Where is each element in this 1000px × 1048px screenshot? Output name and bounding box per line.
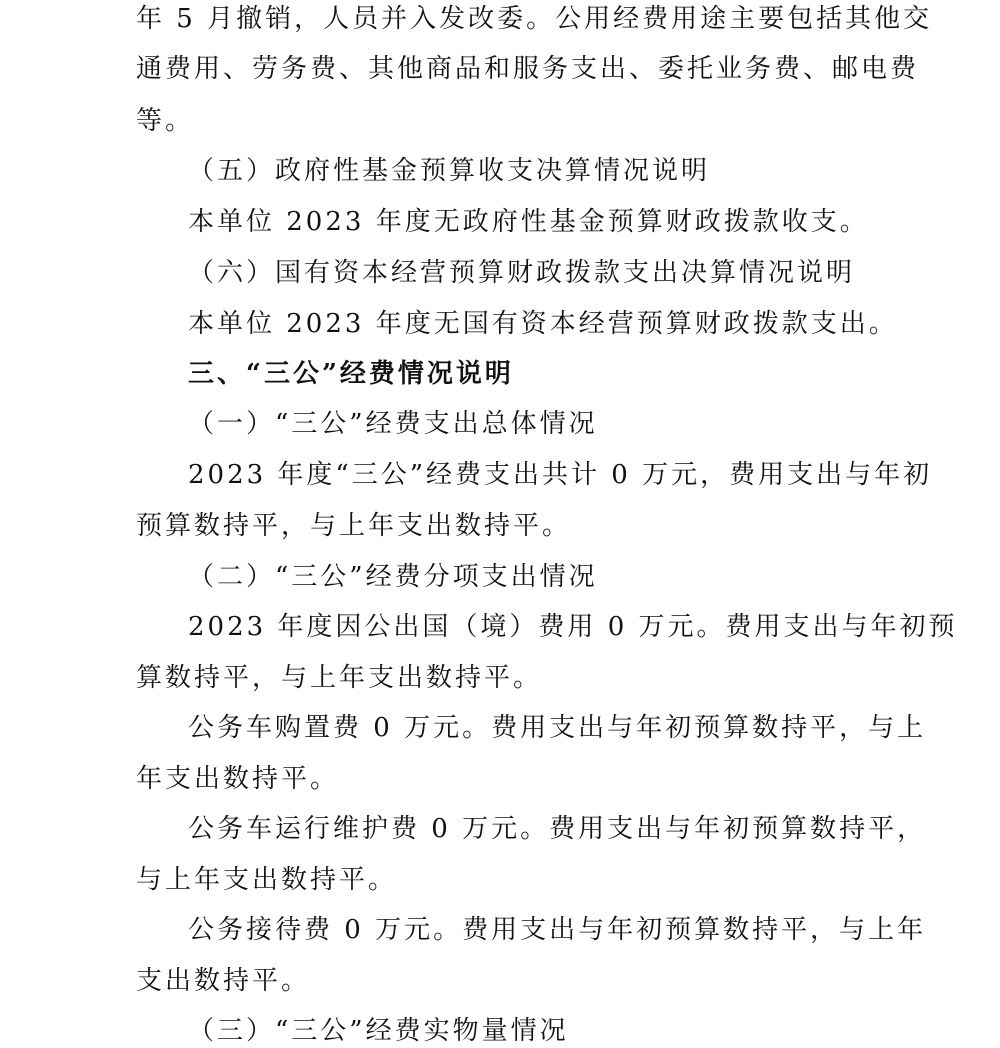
- paragraph-line: 年支出数持平。: [136, 764, 340, 794]
- section-subheading: （六）国有资本经营预算财政拨款支出决算情况说明: [188, 258, 856, 288]
- section-subheading: （二）“三公”经费分项支出情况: [188, 562, 598, 592]
- paragraph-line: 2023 年度因公出国（境）费用 0 万元。费用支出与年初预: [188, 612, 958, 642]
- paragraph-line: 支出数持平。: [136, 966, 311, 996]
- paragraph-line: 公务车购置费 0 万元。费用支出与年初预算数持平，与上: [188, 713, 927, 743]
- paragraph-line: 与上年支出数持平。: [136, 865, 398, 895]
- paragraph-line: 预算数持平，与上年支出数持平。: [136, 511, 572, 541]
- section-heading: 三、“三公”经费情况说明: [188, 359, 514, 389]
- paragraph-line: 本单位 2023 年度无政府性基金预算财政拨款收支。: [188, 207, 869, 237]
- section-subheading: （三）“三公”经费实物量情况: [188, 1016, 569, 1046]
- paragraph-line: 年 5 月撤销，人员并入发改委。公用经费用途主要包括其他交: [136, 4, 933, 34]
- paragraph-line: 公务接待费 0 万元。费用支出与年初预算数持平，与上年: [188, 915, 927, 945]
- section-subheading: （五）政府性基金预算收支决算情况说明: [188, 156, 711, 186]
- paragraph-line: 算数持平，与上年支出数持平。: [136, 663, 543, 693]
- paragraph-line: 通费用、劳务费、其他商品和服务支出、委托业务费、邮电费: [136, 54, 920, 84]
- paragraph-line: 2023 年度“三公”经费支出共计 0 万元，费用支出与年初: [188, 460, 933, 490]
- section-subheading: （一）“三公”经费支出总体情况: [188, 409, 598, 439]
- paragraph-line: 公务车运行维护费 0 万元。费用支出与年初预算数持平，: [188, 814, 927, 844]
- paragraph-line: 等。: [136, 106, 195, 136]
- paragraph-line: 本单位 2023 年度无国有资本经营预算财政拨款支出。: [188, 309, 898, 339]
